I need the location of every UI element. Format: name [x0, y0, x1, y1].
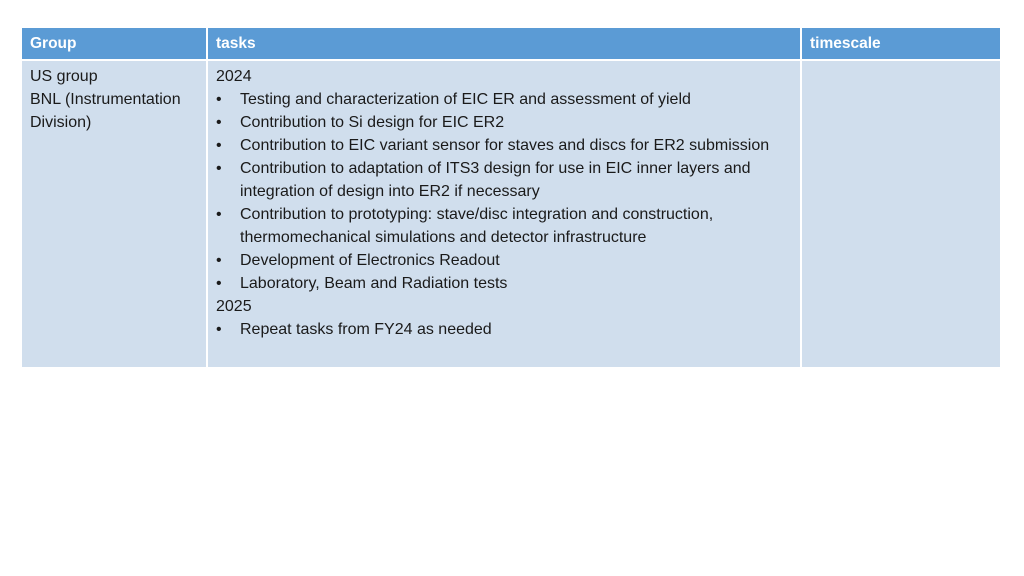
group-cell: [21, 60, 207, 368]
bullet-icon: •: [216, 275, 222, 292]
task-table: [20, 26, 1002, 369]
list-item: [216, 88, 792, 111]
task-text: Laboratory, Beam and Radiation tests: [240, 275, 508, 292]
task-list-2024: [216, 88, 792, 295]
bullet-icon: •: [216, 137, 222, 154]
year-label: 2025: [216, 298, 252, 315]
table-header-row: [21, 27, 1001, 60]
header-tasks: tasks: [207, 27, 801, 60]
table-row: [21, 60, 1001, 368]
tasks-cell: [207, 60, 801, 368]
list-item: [216, 111, 792, 134]
task-text: Contribution to Si design for EIC ER2: [240, 114, 505, 131]
bullet-icon: •: [216, 91, 222, 108]
year-label: 2024: [216, 68, 252, 85]
timescale-cell: [801, 60, 1001, 368]
group-line: Division): [30, 114, 92, 131]
bullet-icon: •: [216, 206, 222, 223]
header-timescale: timescale: [801, 27, 1001, 60]
bullet-icon: •: [216, 321, 222, 338]
task-list-2025: [216, 318, 792, 341]
task-text: Contribution to adaptation of ITS3 design for use in EIC inner layers and integration of design into ER2 if necessary: [240, 160, 751, 200]
task-text: Contribution to prototyping: stave/disc integration and construction, thermomechanical simulations and detector infrastructure: [240, 206, 714, 246]
list-item: [216, 272, 792, 295]
bullet-icon: •: [216, 252, 222, 269]
list-item: [216, 203, 792, 249]
bullet-icon: •: [216, 160, 222, 177]
task-text: Testing and characterization of EIC ER and assessment of yield: [240, 91, 691, 108]
header-group: Group: [21, 27, 207, 60]
task-text: Repeat tasks from FY24 as needed: [240, 321, 492, 338]
task-table-container: [20, 26, 1000, 369]
bullet-icon: •: [216, 114, 222, 131]
task-text: Contribution to EIC variant sensor for staves and discs for ER2 submission: [240, 137, 770, 154]
group-line: BNL (Instrumentation: [30, 91, 181, 108]
list-item: [216, 318, 792, 341]
task-text: Development of Electronics Readout: [240, 252, 500, 269]
list-item: [216, 249, 792, 272]
group-line: US group: [30, 68, 98, 85]
list-item: [216, 134, 792, 157]
list-item: [216, 157, 792, 203]
